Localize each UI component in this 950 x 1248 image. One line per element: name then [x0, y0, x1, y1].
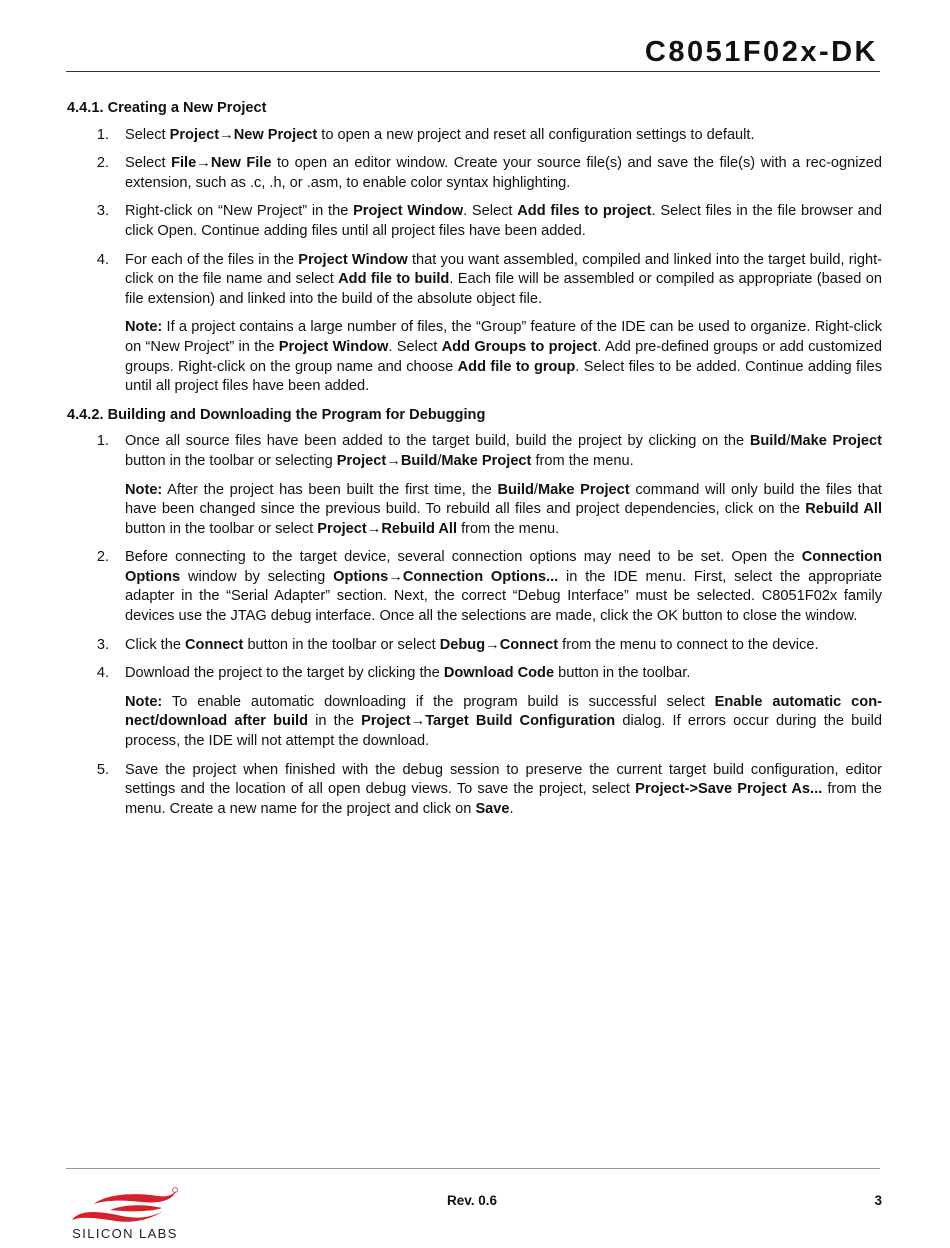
logo-wordmark: SILICON LABS — [72, 1226, 178, 1241]
step-number: 1. — [96, 433, 109, 450]
text-run: Download the project to the target by clicking the — [125, 665, 444, 682]
bold-term: Add Groups to project — [441, 338, 598, 355]
bold-term: Connection Options — [125, 549, 882, 585]
text-run: . Each file will be assembled or compiled as appropriate (based on file extension) and linked into the build of the absolute object file. — [125, 271, 882, 307]
bold-term: Note: — [125, 693, 163, 710]
text-run: button in the toolbar. — [554, 665, 691, 682]
text-run: from the menu. Create a new name for the project and click on — [125, 781, 882, 817]
bold-term: Rebuild All — [805, 501, 883, 518]
text-run: . — [509, 800, 514, 817]
text-run: For each of the files in the — [125, 251, 299, 268]
text-run: Right-click on “New Project” in the — [125, 203, 354, 220]
text-run: Once all source files have been added to the target build, build the project by clicking on the — [125, 433, 750, 450]
list-item — [67, 126, 882, 146]
logo-swoosh-icon — [66, 1186, 184, 1226]
bold-term: Add files to project — [517, 203, 652, 220]
section-heading: 4.4.1. Creating a New Project — [67, 100, 267, 116]
silicon-labs-logo — [66, 1186, 184, 1244]
step-number: 3. — [96, 203, 109, 220]
text-run: from the menu to connect to the device. — [558, 636, 819, 653]
list-item — [67, 664, 882, 684]
footer-divider — [66, 1168, 880, 1169]
step-number: 4. — [96, 251, 109, 268]
revision-label: Rev. 0.6 — [447, 1193, 498, 1208]
text-run: → — [386, 452, 401, 469]
step-text — [125, 664, 882, 684]
text-run: . Add pre-defined groups or add customized groups. Right-click on the group name and choose — [125, 338, 882, 375]
bold-term: Note: — [125, 319, 163, 336]
bold-term: Add file to build — [338, 271, 450, 288]
bold-term: Build — [749, 433, 787, 450]
bold-term: Enable automatic con-nect/download after build — [125, 693, 882, 730]
bold-term: Note: — [125, 481, 163, 498]
list-item — [67, 432, 882, 471]
bold-term: Add file to group — [457, 358, 576, 375]
bold-term: Project->Save Project As... — [635, 781, 823, 798]
bold-term: Make Project — [790, 433, 882, 450]
document-body — [67, 99, 882, 828]
text-run: → — [196, 155, 211, 172]
note-paragraph — [125, 318, 882, 396]
step-text — [125, 154, 882, 193]
text-run: button in the toolbar or select — [125, 520, 318, 537]
text-run: window by selecting — [180, 568, 334, 585]
bold-term: Project — [361, 713, 411, 730]
bold-term: Options — [333, 568, 389, 585]
text-run: → — [410, 713, 426, 730]
step-number: 5. — [96, 761, 109, 778]
text-run: / — [533, 481, 538, 498]
bold-term: Project Window — [298, 251, 408, 268]
text-run: button in the toolbar or select — [243, 636, 440, 653]
text-run: . Select files to be added. Continue adding files until all project files have been added. — [125, 358, 882, 395]
text-run: / — [786, 433, 791, 450]
step-text — [125, 761, 882, 820]
bold-term: Project Window — [278, 338, 389, 355]
text-run: After the project has been built the first time, the — [162, 481, 498, 498]
text-run: Select — [125, 155, 172, 172]
document-title: C8051F02x-DK — [644, 36, 878, 68]
bold-term: Connect — [185, 636, 244, 653]
step-text — [125, 202, 882, 241]
text-run: . Select — [388, 338, 442, 355]
bold-term: File — [171, 155, 197, 172]
bold-term: Save — [475, 800, 510, 817]
list-item — [67, 761, 882, 820]
text-run: that you want assembled, compiled and linked into the target build, right-click on the file name and select — [125, 251, 883, 288]
step-number: 1. — [96, 126, 109, 143]
bold-term: Connect — [499, 636, 559, 653]
text-run: from the menu. — [531, 452, 634, 469]
text-run: in the — [307, 713, 362, 730]
bold-term: Build — [400, 452, 438, 469]
text-run: → — [388, 568, 403, 585]
step-text — [125, 251, 882, 310]
text-run: → — [485, 636, 500, 653]
bold-term: Project — [336, 452, 387, 469]
text-run: → — [219, 126, 234, 143]
section-heading: 4.4.2. Building and Downloading the Program for Debugging — [67, 406, 486, 423]
bold-term: Make Project — [441, 452, 532, 469]
text-run: command will only build the files that have been changed since the previous build. To rebuild all files and project dependencies, click on the — [125, 481, 882, 518]
step-text — [125, 432, 882, 471]
header-divider — [66, 71, 880, 72]
bold-term: New File — [210, 155, 272, 172]
text-run: To enable automatic downloading if the program build is successful select — [162, 693, 715, 710]
bold-term: Project — [317, 520, 367, 537]
step-text — [125, 548, 882, 626]
list-item — [67, 548, 882, 626]
bold-term: New Project — [233, 126, 318, 143]
text-run: in the IDE menu. First, select the appropriate adapter in the “Serial Adapter” section. Next, the correct “Debug Interface” must be selected. C8051F02x family devices use the JTAG debug interface. Once all the selections are made, click the OK button to close the window. — [125, 568, 882, 625]
bold-term: Debug — [439, 636, 486, 653]
list-item — [67, 202, 882, 241]
text-run: → — [366, 520, 382, 537]
text-run: from the menu. — [457, 520, 560, 537]
note-paragraph — [125, 693, 882, 752]
note-paragraph — [125, 481, 882, 540]
list-item — [67, 636, 882, 656]
text-run: Save the project when finished with the debug session to preserve the current target build configuration, editor settings and the location of all open debug views. To save the project, select — [125, 761, 882, 798]
text-run: to open an editor window. Create your source file(s) and save the file(s) with a rec-ognized extension, such as .c, .h, or .asm, to enable color syntax highlighting. — [125, 155, 882, 191]
list-item — [67, 251, 882, 310]
list-item — [67, 154, 882, 193]
text-run: button in the toolbar or selecting — [125, 452, 337, 469]
bold-term: Download Code — [443, 665, 555, 682]
text-run: Select — [125, 126, 170, 143]
text-run: to open a new project and reset all configuration settings to default. — [317, 126, 755, 143]
bold-term: Target Build Configuration — [425, 713, 616, 730]
text-run: dialog. If errors occur during the build process, the IDE will not attempt the download. — [125, 713, 882, 750]
bold-term: Project — [169, 126, 220, 143]
text-run: Before connecting to the target device, several connection options may need to be set. Open the — [125, 549, 802, 566]
bold-term: Make Project — [537, 481, 630, 498]
step-number: 4. — [96, 665, 109, 682]
step-number: 2. — [96, 155, 109, 172]
text-run: Click the — [125, 636, 186, 653]
bold-term: Build — [497, 481, 534, 498]
step-text — [125, 126, 882, 146]
text-run: If a project contains a large number of files, the “Group” feature of the IDE can be used to organize. Right-click on “New Project” in the — [125, 319, 882, 355]
text-run: / — [437, 452, 442, 469]
text-run: . Select — [463, 203, 518, 220]
page-number: 3 — [874, 1193, 882, 1208]
step-number: 3. — [96, 636, 109, 653]
text-run: . Select files in the file browser and click Open. Continue adding files until all project files have been added. — [125, 203, 882, 239]
bold-term: Rebuild All — [381, 520, 458, 537]
bold-term: Connection Options... — [402, 568, 559, 585]
step-text — [125, 636, 882, 656]
bold-term: Project Window — [353, 203, 464, 220]
step-number: 2. — [96, 549, 109, 566]
